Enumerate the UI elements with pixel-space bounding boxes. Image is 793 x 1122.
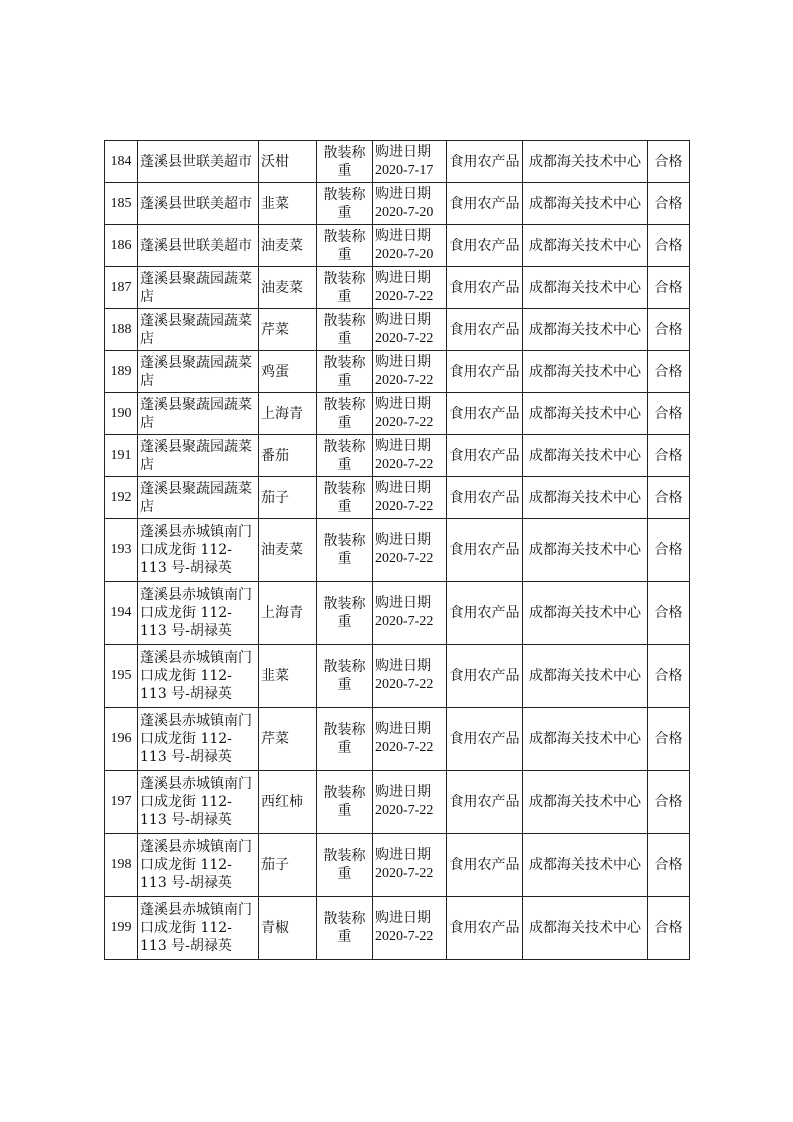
food-category-cell: 食用农产品 xyxy=(447,834,523,897)
purchase-date-cell: 购进日期 2020-7-22 xyxy=(373,351,447,393)
sample-name-cell: 芹菜 xyxy=(259,708,317,771)
table-row xyxy=(105,834,690,897)
packaging-cell: 散装称重 xyxy=(317,477,373,519)
food-category-cell: 食用农产品 xyxy=(447,393,523,435)
purchase-date-cell: 购进日期 2020-7-22 xyxy=(373,834,447,897)
table-row xyxy=(105,183,690,225)
shop-name-cell: 蓬溪县聚蔬园蔬菜店 xyxy=(138,267,259,309)
purchase-date-cell: 购进日期 2020-7-17 xyxy=(373,141,447,183)
row-number-cell: 189 xyxy=(105,351,138,393)
table-row xyxy=(105,141,690,183)
food-category-cell: 食用农产品 xyxy=(447,225,523,267)
testing-lab-cell: 成都海关技术中心 xyxy=(523,708,648,771)
row-number-cell: 193 xyxy=(105,519,138,582)
table-row xyxy=(105,477,690,519)
test-result-cell: 合格 xyxy=(648,267,690,309)
shop-name-cell: 蓬溪县赤城镇南门口成龙街 112-113 号-胡禄英 xyxy=(138,897,259,960)
sample-name-cell: 茄子 xyxy=(259,834,317,897)
testing-lab-cell: 成都海关技术中心 xyxy=(523,477,648,519)
table-row xyxy=(105,435,690,477)
sample-name-cell: 芹菜 xyxy=(259,309,317,351)
food-category-cell: 食用农产品 xyxy=(447,519,523,582)
shop-name-cell: 蓬溪县赤城镇南门口成龙街 112-113 号-胡禄英 xyxy=(138,519,259,582)
shop-name-cell: 蓬溪县赤城镇南门口成龙街 112-113 号-胡禄英 xyxy=(138,645,259,708)
sample-name-cell: 油麦菜 xyxy=(259,519,317,582)
sample-name-cell: 青椒 xyxy=(259,897,317,960)
table-row xyxy=(105,351,690,393)
packaging-cell: 散装称重 xyxy=(317,351,373,393)
shop-name-cell: 蓬溪县世联美超市 xyxy=(138,183,259,225)
test-result-cell: 合格 xyxy=(648,771,690,834)
packaging-cell: 散装称重 xyxy=(317,897,373,960)
row-number-cell: 186 xyxy=(105,225,138,267)
testing-lab-cell: 成都海关技术中心 xyxy=(523,897,648,960)
test-result-cell: 合格 xyxy=(648,393,690,435)
shop-name-cell: 蓬溪县世联美超市 xyxy=(138,141,259,183)
purchase-date-cell: 购进日期 2020-7-22 xyxy=(373,393,447,435)
table-row xyxy=(105,645,690,708)
row-number-cell: 187 xyxy=(105,267,138,309)
packaging-cell: 散装称重 xyxy=(317,708,373,771)
row-number-cell: 192 xyxy=(105,477,138,519)
sample-name-cell: 上海青 xyxy=(259,582,317,645)
row-number-cell: 197 xyxy=(105,771,138,834)
test-result-cell: 合格 xyxy=(648,897,690,960)
purchase-date-cell: 购进日期 2020-7-22 xyxy=(373,309,447,351)
testing-lab-cell: 成都海关技术中心 xyxy=(523,435,648,477)
test-result-cell: 合格 xyxy=(648,519,690,582)
purchase-date-cell: 购进日期 2020-7-22 xyxy=(373,897,447,960)
test-result-cell: 合格 xyxy=(648,141,690,183)
food-category-cell: 食用农产品 xyxy=(447,708,523,771)
test-result-cell: 合格 xyxy=(648,225,690,267)
sample-name-cell: 茄子 xyxy=(259,477,317,519)
testing-lab-cell: 成都海关技术中心 xyxy=(523,582,648,645)
test-result-cell: 合格 xyxy=(648,477,690,519)
row-number-cell: 184 xyxy=(105,141,138,183)
food-category-cell: 食用农产品 xyxy=(447,183,523,225)
food-category-cell: 食用农产品 xyxy=(447,141,523,183)
shop-name-cell: 蓬溪县赤城镇南门口成龙街 112-113 号-胡禄英 xyxy=(138,708,259,771)
packaging-cell: 散装称重 xyxy=(317,582,373,645)
food-category-cell: 食用农产品 xyxy=(447,309,523,351)
food-category-cell: 食用农产品 xyxy=(447,897,523,960)
purchase-date-cell: 购进日期 2020-7-20 xyxy=(373,183,447,225)
packaging-cell: 散装称重 xyxy=(317,435,373,477)
shop-name-cell: 蓬溪县赤城镇南门口成龙街 112-113 号-胡禄英 xyxy=(138,771,259,834)
shop-name-cell: 蓬溪县聚蔬园蔬菜店 xyxy=(138,309,259,351)
packaging-cell: 散装称重 xyxy=(317,141,373,183)
sample-name-cell: 油麦菜 xyxy=(259,267,317,309)
purchase-date-cell: 购进日期 2020-7-22 xyxy=(373,771,447,834)
row-number-cell: 195 xyxy=(105,645,138,708)
food-category-cell: 食用农产品 xyxy=(447,267,523,309)
table-row xyxy=(105,897,690,960)
test-result-cell: 合格 xyxy=(648,645,690,708)
packaging-cell: 散装称重 xyxy=(317,225,373,267)
table-row xyxy=(105,309,690,351)
food-category-cell: 食用农产品 xyxy=(447,582,523,645)
row-number-cell: 199 xyxy=(105,897,138,960)
row-number-cell: 198 xyxy=(105,834,138,897)
testing-lab-cell: 成都海关技术中心 xyxy=(523,834,648,897)
shop-name-cell: 蓬溪县聚蔬园蔬菜店 xyxy=(138,393,259,435)
row-number-cell: 196 xyxy=(105,708,138,771)
testing-lab-cell: 成都海关技术中心 xyxy=(523,225,648,267)
food-category-cell: 食用农产品 xyxy=(447,771,523,834)
packaging-cell: 散装称重 xyxy=(317,267,373,309)
row-number-cell: 190 xyxy=(105,393,138,435)
food-category-cell: 食用农产品 xyxy=(447,435,523,477)
testing-lab-cell: 成都海关技术中心 xyxy=(523,393,648,435)
row-number-cell: 185 xyxy=(105,183,138,225)
purchase-date-cell: 购进日期 2020-7-22 xyxy=(373,477,447,519)
sample-name-cell: 韭菜 xyxy=(259,183,317,225)
shop-name-cell: 蓬溪县聚蔬园蔬菜店 xyxy=(138,435,259,477)
shop-name-cell: 蓬溪县赤城镇南门口成龙街 112-113 号-胡禄英 xyxy=(138,582,259,645)
purchase-date-cell: 购进日期 2020-7-22 xyxy=(373,519,447,582)
table-row xyxy=(105,519,690,582)
testing-lab-cell: 成都海关技术中心 xyxy=(523,141,648,183)
row-number-cell: 191 xyxy=(105,435,138,477)
table-row xyxy=(105,225,690,267)
sample-name-cell: 上海青 xyxy=(259,393,317,435)
purchase-date-cell: 购进日期 2020-7-22 xyxy=(373,267,447,309)
testing-lab-cell: 成都海关技术中心 xyxy=(523,519,648,582)
testing-lab-cell: 成都海关技术中心 xyxy=(523,267,648,309)
table-row xyxy=(105,393,690,435)
sample-name-cell: 鸡蛋 xyxy=(259,351,317,393)
packaging-cell: 散装称重 xyxy=(317,519,373,582)
table-row xyxy=(105,771,690,834)
test-result-cell: 合格 xyxy=(648,351,690,393)
shop-name-cell: 蓬溪县赤城镇南门口成龙街 112-113 号-胡禄英 xyxy=(138,834,259,897)
packaging-cell: 散装称重 xyxy=(317,645,373,708)
sample-name-cell: 油麦菜 xyxy=(259,225,317,267)
row-number-cell: 188 xyxy=(105,309,138,351)
test-result-cell: 合格 xyxy=(648,309,690,351)
purchase-date-cell: 购进日期 2020-7-22 xyxy=(373,582,447,645)
sample-name-cell: 沃柑 xyxy=(259,141,317,183)
table-row xyxy=(105,582,690,645)
test-result-cell: 合格 xyxy=(648,435,690,477)
inspection-results-table xyxy=(104,140,690,960)
testing-lab-cell: 成都海关技术中心 xyxy=(523,771,648,834)
packaging-cell: 散装称重 xyxy=(317,393,373,435)
purchase-date-cell: 购进日期 2020-7-22 xyxy=(373,645,447,708)
purchase-date-cell: 购进日期 2020-7-22 xyxy=(373,708,447,771)
test-result-cell: 合格 xyxy=(648,708,690,771)
sample-name-cell: 西红柿 xyxy=(259,771,317,834)
testing-lab-cell: 成都海关技术中心 xyxy=(523,309,648,351)
test-result-cell: 合格 xyxy=(648,834,690,897)
purchase-date-cell: 购进日期 2020-7-20 xyxy=(373,225,447,267)
packaging-cell: 散装称重 xyxy=(317,309,373,351)
table-row xyxy=(105,267,690,309)
shop-name-cell: 蓬溪县聚蔬园蔬菜店 xyxy=(138,477,259,519)
food-category-cell: 食用农产品 xyxy=(447,351,523,393)
sample-name-cell: 番茄 xyxy=(259,435,317,477)
testing-lab-cell: 成都海关技术中心 xyxy=(523,351,648,393)
shop-name-cell: 蓬溪县聚蔬园蔬菜店 xyxy=(138,351,259,393)
packaging-cell: 散装称重 xyxy=(317,183,373,225)
packaging-cell: 散装称重 xyxy=(317,771,373,834)
table-body xyxy=(105,141,690,960)
testing-lab-cell: 成都海关技术中心 xyxy=(523,645,648,708)
packaging-cell: 散装称重 xyxy=(317,834,373,897)
food-category-cell: 食用农产品 xyxy=(447,645,523,708)
table-row xyxy=(105,708,690,771)
row-number-cell: 194 xyxy=(105,582,138,645)
shop-name-cell: 蓬溪县世联美超市 xyxy=(138,225,259,267)
test-result-cell: 合格 xyxy=(648,582,690,645)
food-category-cell: 食用农产品 xyxy=(447,477,523,519)
testing-lab-cell: 成都海关技术中心 xyxy=(523,183,648,225)
sample-name-cell: 韭菜 xyxy=(259,645,317,708)
test-result-cell: 合格 xyxy=(648,183,690,225)
purchase-date-cell: 购进日期 2020-7-22 xyxy=(373,435,447,477)
